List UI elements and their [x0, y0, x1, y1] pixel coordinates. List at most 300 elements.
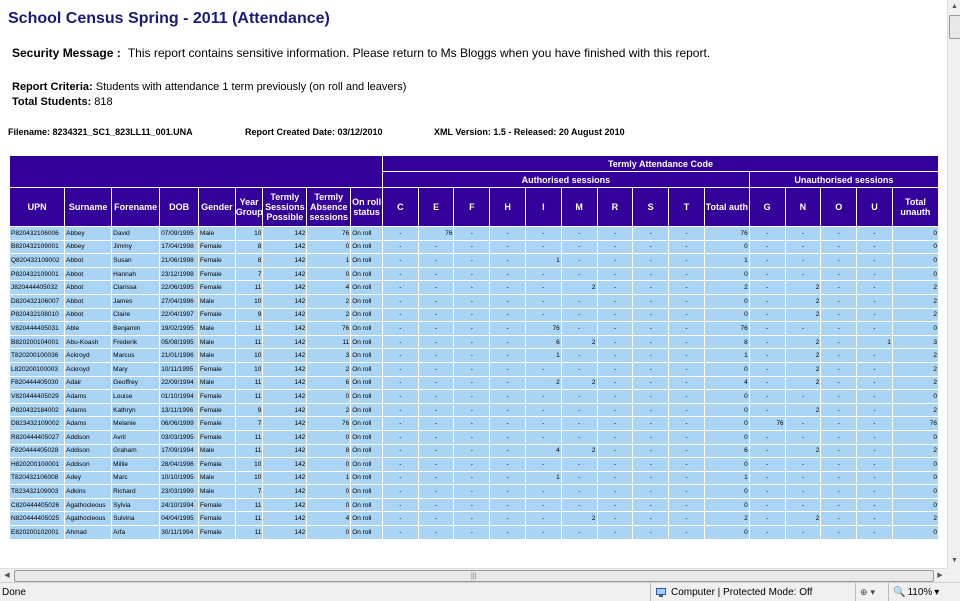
table-cell: -: [633, 417, 669, 431]
table-cell: -: [749, 349, 785, 363]
table-cell: -: [454, 281, 490, 295]
table-cell: -: [561, 390, 597, 404]
table-cell: -: [597, 254, 633, 268]
table-cell: 28/04/1996: [160, 458, 199, 472]
table-row: [10, 322, 939, 336]
table-cell: L820200100003: [10, 362, 65, 376]
unauthorised-header: Unauthorised sessions: [749, 172, 938, 188]
table-cell: -: [490, 430, 526, 444]
table-cell: -: [669, 417, 705, 431]
table-cell: 05/08/1995: [160, 335, 199, 349]
table-cell: -: [857, 458, 893, 472]
table-cell: -: [561, 362, 597, 376]
table-row: [10, 362, 939, 376]
table-cell: -: [418, 403, 454, 417]
table-cell: Male: [199, 349, 236, 363]
table-cell: 11: [235, 322, 263, 336]
status-tools[interactable]: [855, 583, 875, 601]
table-cell: -: [821, 267, 857, 281]
table-cell: -: [597, 390, 633, 404]
table-cell: T820200100036: [10, 349, 65, 363]
table-cell: -: [490, 335, 526, 349]
table-cell: 22/09/1994: [160, 376, 199, 390]
table-cell: -: [821, 240, 857, 254]
grip-icon: |||: [471, 573, 477, 580]
table-cell: -: [597, 403, 633, 417]
table-cell: 142: [263, 430, 307, 444]
table-cell: 2: [704, 512, 749, 526]
table-cell: 2: [561, 376, 597, 390]
table-cell: -: [597, 267, 633, 281]
table-cell: -: [454, 498, 490, 512]
table-cell: -: [821, 417, 857, 431]
table-cell: Agathocleous: [65, 498, 112, 512]
table-cell: -: [418, 526, 454, 540]
table-cell: 01/10/1994: [160, 390, 199, 404]
table-cell: -: [418, 512, 454, 526]
scroll-left-icon[interactable]: ◀: [4, 572, 10, 579]
table-cell: -: [749, 390, 785, 404]
chevron-down-icon[interactable]: ▾: [870, 586, 876, 597]
table-cell: -: [454, 458, 490, 472]
table-cell: 2: [526, 376, 562, 390]
table-cell: -: [821, 526, 857, 540]
scroll-down-icon[interactable]: ▼: [951, 557, 958, 564]
table-cell: -: [785, 471, 821, 485]
horizontal-scrollbar[interactable]: [0, 568, 947, 583]
table-cell: 2: [785, 308, 821, 322]
table-cell: Adey: [65, 471, 112, 485]
table-cell: -: [382, 403, 418, 417]
page-title: School Census Spring - 2011 (Attendance): [8, 10, 330, 27]
table-cell: On roll: [351, 227, 383, 241]
table-cell: Hannah: [112, 267, 160, 281]
security-zone[interactable]: [650, 583, 812, 601]
table-cell: Adair: [65, 376, 112, 390]
table-cell: -: [454, 417, 490, 431]
table-cell: -: [418, 308, 454, 322]
report-criteria: [12, 81, 406, 93]
table-cell: 4: [307, 512, 351, 526]
table-cell: -: [382, 376, 418, 390]
table-cell: -: [490, 417, 526, 431]
table-cell: -: [749, 240, 785, 254]
table-cell: -: [597, 417, 633, 431]
table-cell: T820432106008: [10, 471, 65, 485]
table-cell: 0: [704, 390, 749, 404]
table-cell: -: [669, 308, 705, 322]
table-cell: On roll: [351, 417, 383, 431]
table-cell: Benjamin: [112, 322, 160, 336]
table-cell: -: [526, 430, 562, 444]
table-cell: -: [785, 240, 821, 254]
table-row: [10, 498, 939, 512]
table-cell: 10: [235, 362, 263, 376]
column-header: Termly Sessions Possible: [263, 188, 307, 227]
table-cell: Addison: [65, 444, 112, 458]
table-cell: -: [454, 362, 490, 376]
table-cell: -: [749, 526, 785, 540]
table-cell: -: [633, 335, 669, 349]
table-cell: 142: [263, 498, 307, 512]
table-cell: On roll: [351, 376, 383, 390]
scroll-thumb[interactable]: [949, 15, 960, 39]
table-cell: Louise: [112, 390, 160, 404]
table-cell: 2: [892, 308, 938, 322]
computer-icon: [655, 586, 667, 598]
table-cell: Agathocleous: [65, 512, 112, 526]
table-cell: 4: [526, 444, 562, 458]
table-cell: -: [669, 512, 705, 526]
table-cell: 2: [704, 281, 749, 295]
table-cell: 2: [892, 281, 938, 295]
scroll-up-icon[interactable]: ▲: [951, 3, 958, 10]
table-cell: On roll: [351, 335, 383, 349]
column-header: N: [785, 188, 821, 227]
table-cell: -: [526, 294, 562, 308]
table-cell: -: [561, 308, 597, 322]
table-cell: 30/11/1994: [160, 526, 199, 540]
table-cell: -: [785, 526, 821, 540]
table-cell: -: [633, 240, 669, 254]
table-cell: 142: [263, 526, 307, 540]
table-cell: 142: [263, 322, 307, 336]
table-cell: -: [561, 430, 597, 444]
table-row: [10, 254, 939, 268]
table-cell: Frederik: [112, 335, 160, 349]
table-cell: -: [597, 294, 633, 308]
table-cell: -: [749, 335, 785, 349]
column-header: Total unauth: [892, 188, 938, 227]
table-cell: -: [418, 240, 454, 254]
table-cell: -: [633, 349, 669, 363]
table-cell: -: [669, 430, 705, 444]
table-cell: -: [749, 376, 785, 390]
table-cell: -: [418, 458, 454, 472]
table-cell: 0: [307, 240, 351, 254]
table-cell: On roll: [351, 281, 383, 295]
table-cell: Marc: [112, 471, 160, 485]
table-cell: -: [669, 227, 705, 241]
table-cell: -: [526, 362, 562, 376]
table-cell: R820444405027: [10, 430, 65, 444]
table-cell: -: [749, 403, 785, 417]
table-cell: Addison: [65, 430, 112, 444]
table-cell: -: [785, 322, 821, 336]
table-cell: -: [597, 281, 633, 295]
total-value: 818: [94, 96, 113, 108]
table-cell: 142: [263, 281, 307, 295]
table-cell: On roll: [351, 349, 383, 363]
column-header: H: [490, 188, 526, 227]
table-cell: Female: [199, 403, 236, 417]
table-cell: 142: [263, 403, 307, 417]
table-cell: 6: [307, 376, 351, 390]
table-cell: -: [821, 403, 857, 417]
globe-icon[interactable]: ⊕: [860, 586, 868, 597]
table-cell: P820432109001: [10, 267, 65, 281]
table-row: [10, 390, 939, 404]
table-cell: 23/03/1999: [160, 485, 199, 499]
table-cell: 23/12/1998: [160, 267, 199, 281]
security-message: [12, 46, 710, 60]
table-cell: -: [382, 444, 418, 458]
table-cell: D820432106007: [10, 294, 65, 308]
table-cell: -: [669, 281, 705, 295]
table-cell: 2: [307, 308, 351, 322]
table-cell: -: [857, 281, 893, 295]
table-cell: -: [526, 308, 562, 322]
total-label: Total Students:: [12, 96, 92, 108]
table-cell: 2: [785, 294, 821, 308]
table-cell: 2: [307, 362, 351, 376]
table-cell: -: [382, 254, 418, 268]
column-header: T: [669, 188, 705, 227]
table-cell: -: [526, 512, 562, 526]
table-cell: Ackroyd: [65, 349, 112, 363]
table-cell: Abu-Koash: [65, 335, 112, 349]
table-cell: -: [418, 498, 454, 512]
table-cell: -: [669, 485, 705, 499]
scroll-corner: [947, 568, 960, 582]
table-cell: -: [490, 281, 526, 295]
table-cell: 142: [263, 376, 307, 390]
table-cell: 0: [704, 403, 749, 417]
table-cell: 142: [263, 444, 307, 458]
table-cell: -: [785, 417, 821, 431]
table-cell: -: [669, 376, 705, 390]
table-cell: -: [382, 458, 418, 472]
table-cell: -: [418, 471, 454, 485]
table-cell: -: [785, 498, 821, 512]
table-cell: 0: [704, 294, 749, 308]
table-cell: 11: [235, 498, 263, 512]
table-cell: Female: [199, 240, 236, 254]
table-cell: B820432109001: [10, 240, 65, 254]
scroll-right-icon[interactable]: ▶: [937, 572, 943, 579]
table-cell: Able: [65, 322, 112, 336]
table-cell: 2: [892, 376, 938, 390]
table-cell: -: [669, 458, 705, 472]
table-cell: 0: [704, 240, 749, 254]
table-cell: -: [669, 322, 705, 336]
table-cell: On roll: [351, 471, 383, 485]
table-cell: 19/02/1995: [160, 322, 199, 336]
table-cell: -: [749, 471, 785, 485]
table-cell: -: [785, 267, 821, 281]
column-header: UPN: [10, 188, 65, 227]
table-cell: -: [382, 512, 418, 526]
table-cell: -: [821, 376, 857, 390]
table-cell: -: [785, 254, 821, 268]
table-cell: -: [669, 403, 705, 417]
table-cell: Mary: [112, 362, 160, 376]
table-cell: -: [821, 444, 857, 458]
table-cell: -: [633, 430, 669, 444]
table-cell: -: [490, 362, 526, 376]
table-cell: -: [490, 390, 526, 404]
table-cell: -: [633, 512, 669, 526]
table-cell: 0: [704, 458, 749, 472]
table-cell: -: [785, 458, 821, 472]
table-cell: On roll: [351, 403, 383, 417]
table-cell: Female: [199, 267, 236, 281]
table-cell: 2: [785, 403, 821, 417]
table-cell: 0: [704, 417, 749, 431]
table-cell: 0: [307, 458, 351, 472]
table-cell: Adkins: [65, 485, 112, 499]
table-cell: -: [526, 485, 562, 499]
table-cell: 142: [263, 267, 307, 281]
table-cell: -: [382, 294, 418, 308]
table-cell: 11: [235, 444, 263, 458]
table-cell: -: [749, 498, 785, 512]
table-cell: Abbot: [65, 281, 112, 295]
table-cell: 10/11/1995: [160, 362, 199, 376]
table-cell: 2: [892, 362, 938, 376]
table-cell: 142: [263, 485, 307, 499]
table-row: [10, 526, 939, 540]
filename: Filename: 8234321_SC1_823LL11_001.UNA: [8, 127, 193, 137]
table-cell: -: [597, 349, 633, 363]
xml-version: XML Version: 1.5 - Released: 20 August 2010: [434, 127, 625, 137]
column-header: On roll status: [351, 188, 383, 227]
table-cell: P820432106006: [10, 227, 65, 241]
table-cell: On roll: [351, 362, 383, 376]
table-cell: Graham: [112, 444, 160, 458]
table-cell: -: [382, 349, 418, 363]
table-cell: -: [821, 498, 857, 512]
table-cell: -: [490, 458, 526, 472]
table-cell: -: [749, 444, 785, 458]
table-cell: -: [454, 485, 490, 499]
column-header: Gender: [199, 188, 236, 227]
table-cell: 2: [785, 281, 821, 295]
table-cell: -: [597, 335, 633, 349]
table-cell: Female: [199, 417, 236, 431]
table-cell: -: [633, 267, 669, 281]
column-header: M: [561, 188, 597, 227]
table-cell: 0: [307, 498, 351, 512]
table-cell: 11: [235, 526, 263, 540]
table-cell: -: [382, 390, 418, 404]
table-cell: J820444405032: [10, 281, 65, 295]
table-cell: -: [382, 498, 418, 512]
table-cell: -: [857, 267, 893, 281]
table-cell: 0: [892, 430, 938, 444]
table-row: [10, 444, 939, 458]
table-cell: -: [418, 254, 454, 268]
table-cell: Addison: [65, 458, 112, 472]
table-cell: -: [490, 349, 526, 363]
table-cell: 142: [263, 512, 307, 526]
table-cell: -: [857, 471, 893, 485]
zoom-control[interactable]: [888, 583, 939, 601]
table-cell: -: [454, 471, 490, 485]
table-cell: -: [749, 227, 785, 241]
table-cell: -: [382, 267, 418, 281]
criteria-value: Students with attendance 1 term previously (on roll and leavers): [95, 81, 407, 93]
table-cell: 1: [857, 335, 893, 349]
table-cell: 0: [892, 458, 938, 472]
column-header: DOB: [160, 188, 199, 227]
table-cell: -: [454, 526, 490, 540]
table-cell: 2: [561, 335, 597, 349]
table-cell: 1: [526, 349, 562, 363]
table-cell: -: [633, 376, 669, 390]
table-cell: Sulvina: [112, 512, 160, 526]
table-cell: 1: [307, 471, 351, 485]
table-cell: 2: [892, 444, 938, 458]
table-cell: 10: [235, 227, 263, 241]
table-cell: -: [857, 512, 893, 526]
hscroll-thumb[interactable]: [14, 570, 934, 582]
table-cell: -: [561, 526, 597, 540]
table-row: [10, 294, 939, 308]
table-cell: -: [857, 294, 893, 308]
table-cell: Sylvia: [112, 498, 160, 512]
table-cell: 4: [307, 281, 351, 295]
table-cell: 1: [704, 349, 749, 363]
table-cell: -: [857, 362, 893, 376]
table-cell: -: [669, 349, 705, 363]
table-cell: -: [669, 362, 705, 376]
table-cell: -: [857, 349, 893, 363]
table-cell: -: [749, 254, 785, 268]
table-cell: Abbot: [65, 254, 112, 268]
vertical-scrollbar[interactable]: [947, 0, 960, 568]
table-cell: -: [382, 322, 418, 336]
table-cell: -: [454, 444, 490, 458]
table-cell: 0: [704, 430, 749, 444]
blank-header: [10, 156, 383, 188]
table-cell: 0: [307, 485, 351, 499]
table-cell: -: [785, 390, 821, 404]
table-cell: Male: [199, 485, 236, 499]
table-cell: -: [857, 376, 893, 390]
table-cell: -: [418, 335, 454, 349]
table-cell: 76: [307, 417, 351, 431]
table-cell: Arfa: [112, 526, 160, 540]
table-cell: 06/06/1999: [160, 417, 199, 431]
table-cell: -: [561, 294, 597, 308]
table-cell: -: [454, 403, 490, 417]
table-cell: 0: [892, 390, 938, 404]
table-cell: -: [821, 430, 857, 444]
column-header: Surname: [65, 188, 112, 227]
table-cell: -: [490, 403, 526, 417]
table-cell: -: [821, 512, 857, 526]
zoom-chevron-down-icon[interactable]: ▾: [934, 586, 940, 598]
table-cell: -: [382, 227, 418, 241]
table-cell: V820444405029: [10, 390, 65, 404]
table-cell: -: [597, 227, 633, 241]
table-cell: 6: [704, 444, 749, 458]
criteria-label: Report Criteria:: [12, 81, 93, 93]
table-cell: Richard: [112, 485, 160, 499]
table-cell: Female: [199, 254, 236, 268]
table-cell: 142: [263, 335, 307, 349]
table-cell: 9: [235, 308, 263, 322]
table-cell: -: [454, 322, 490, 336]
table-cell: -: [633, 458, 669, 472]
table-cell: On roll: [351, 485, 383, 499]
security-label: Security Message :: [12, 46, 121, 60]
table-cell: On roll: [351, 254, 383, 268]
table-cell: -: [857, 240, 893, 254]
table-cell: 10: [235, 294, 263, 308]
table-cell: 10: [235, 458, 263, 472]
